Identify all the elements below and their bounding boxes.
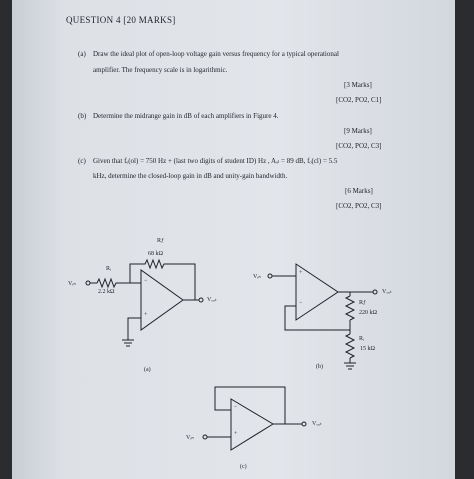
part-a-label: (a) bbox=[78, 50, 86, 58]
circuit-a-vin-label: Vᵢₙ bbox=[68, 281, 76, 287]
circuit-b-vout-terminal bbox=[373, 290, 377, 294]
circuit-c-vout-label: Vₒᵤₜ bbox=[312, 421, 322, 427]
part-a-text-line2: amplifier. The frequency scale is in logarithmic. bbox=[93, 66, 228, 74]
circuit-a-rf-label: Rƒ bbox=[157, 238, 165, 244]
circuit-b-rf-label: Rƒ bbox=[359, 300, 367, 306]
circuit-a-ri-resistor bbox=[90, 279, 130, 287]
circuit-a-caption: (a) bbox=[144, 367, 151, 373]
circuit-b bbox=[268, 264, 377, 369]
circuit-c-caption: (c) bbox=[240, 464, 247, 470]
part-c-text-line2: kHz, determine the closed-loop gain in dB and unity-gain bandwidth. bbox=[93, 172, 288, 180]
circuit-b-rf-value: 220 kΩ bbox=[359, 310, 377, 316]
part-a-marks: [3 Marks] bbox=[344, 81, 372, 89]
part-b-marks: [9 Marks] bbox=[344, 127, 372, 135]
circuit-b-ri-value: 15 kΩ bbox=[360, 346, 375, 352]
circuit-c-vout-terminal bbox=[302, 422, 306, 426]
circuit-a-ri-value: 2.2 kΩ bbox=[98, 289, 115, 295]
circuit-b-feedback-wire bbox=[285, 306, 350, 330]
circuit-a-vin-terminal bbox=[86, 281, 90, 285]
part-c-label: (c) bbox=[78, 157, 86, 165]
part-b-label: (b) bbox=[78, 112, 87, 120]
circuit-c-minus-sign: − bbox=[234, 404, 238, 410]
circuit-a-rf-feedback bbox=[130, 260, 195, 300]
part-b-outcomes: [CO2, PO2, C3] bbox=[336, 142, 382, 150]
circuit-b-ri-resistor bbox=[346, 334, 354, 358]
circuit-b-vin-terminal bbox=[268, 274, 272, 278]
part-b-text-line1: Determine the midrange gain in dB of each amplifiers in Figure 4. bbox=[93, 112, 279, 120]
circuit-b-ri-label: Rᵢ bbox=[359, 336, 364, 342]
circuit-a-minus-sign: − bbox=[144, 278, 148, 284]
circuit-b-vout-label: Vₒᵤₜ bbox=[382, 289, 392, 295]
circuit-a-vout-label: Vₒᵤₜ bbox=[207, 297, 217, 303]
part-a-outcomes: [CO2, PO2, C1] bbox=[336, 96, 382, 104]
circuit-b-caption: (b) bbox=[316, 364, 323, 370]
circuit-a-ground-wire bbox=[128, 318, 141, 340]
circuit-c-plus-sign: + bbox=[234, 431, 238, 437]
circuit-a-ri-label: Rᵢ bbox=[106, 266, 111, 272]
circuit-c-vin-terminal bbox=[203, 435, 207, 439]
circuit-b-rf-resistor bbox=[346, 296, 354, 320]
circuit-b-plus-sign: + bbox=[299, 270, 303, 276]
part-c-text-line1: Given that fₑ(ol) = 750 Hz + (last two digits of student ID) Hz , Aₒₗ = 89 dB, fₒ(cl) = 5.5 bbox=[93, 157, 338, 165]
part-a-text-line1: Draw the ideal plot of open-loop voltage gain versus frequency for a typical operational bbox=[93, 50, 339, 58]
circuit-a bbox=[86, 260, 203, 346]
circuit-a-vout-terminal bbox=[199, 298, 203, 302]
circuit-a-rf-value: 68 kΩ bbox=[148, 251, 163, 257]
circuit-c-feedback-wire bbox=[215, 387, 285, 424]
circuit-c bbox=[203, 387, 306, 450]
circuit-c-vin-label: Vᵢₙ bbox=[186, 435, 194, 441]
question-heading: QUESTION 4 [20 MARKS] bbox=[66, 15, 176, 25]
part-c-outcomes: [CO2, PO2, C3] bbox=[336, 202, 382, 210]
circuit-a-plus-sign: + bbox=[144, 312, 148, 318]
part-c-marks: [6 Marks] bbox=[345, 187, 373, 195]
circuit-b-minus-sign: − bbox=[299, 300, 303, 306]
circuit-b-vin-label: Vᵢₙ bbox=[253, 274, 261, 280]
